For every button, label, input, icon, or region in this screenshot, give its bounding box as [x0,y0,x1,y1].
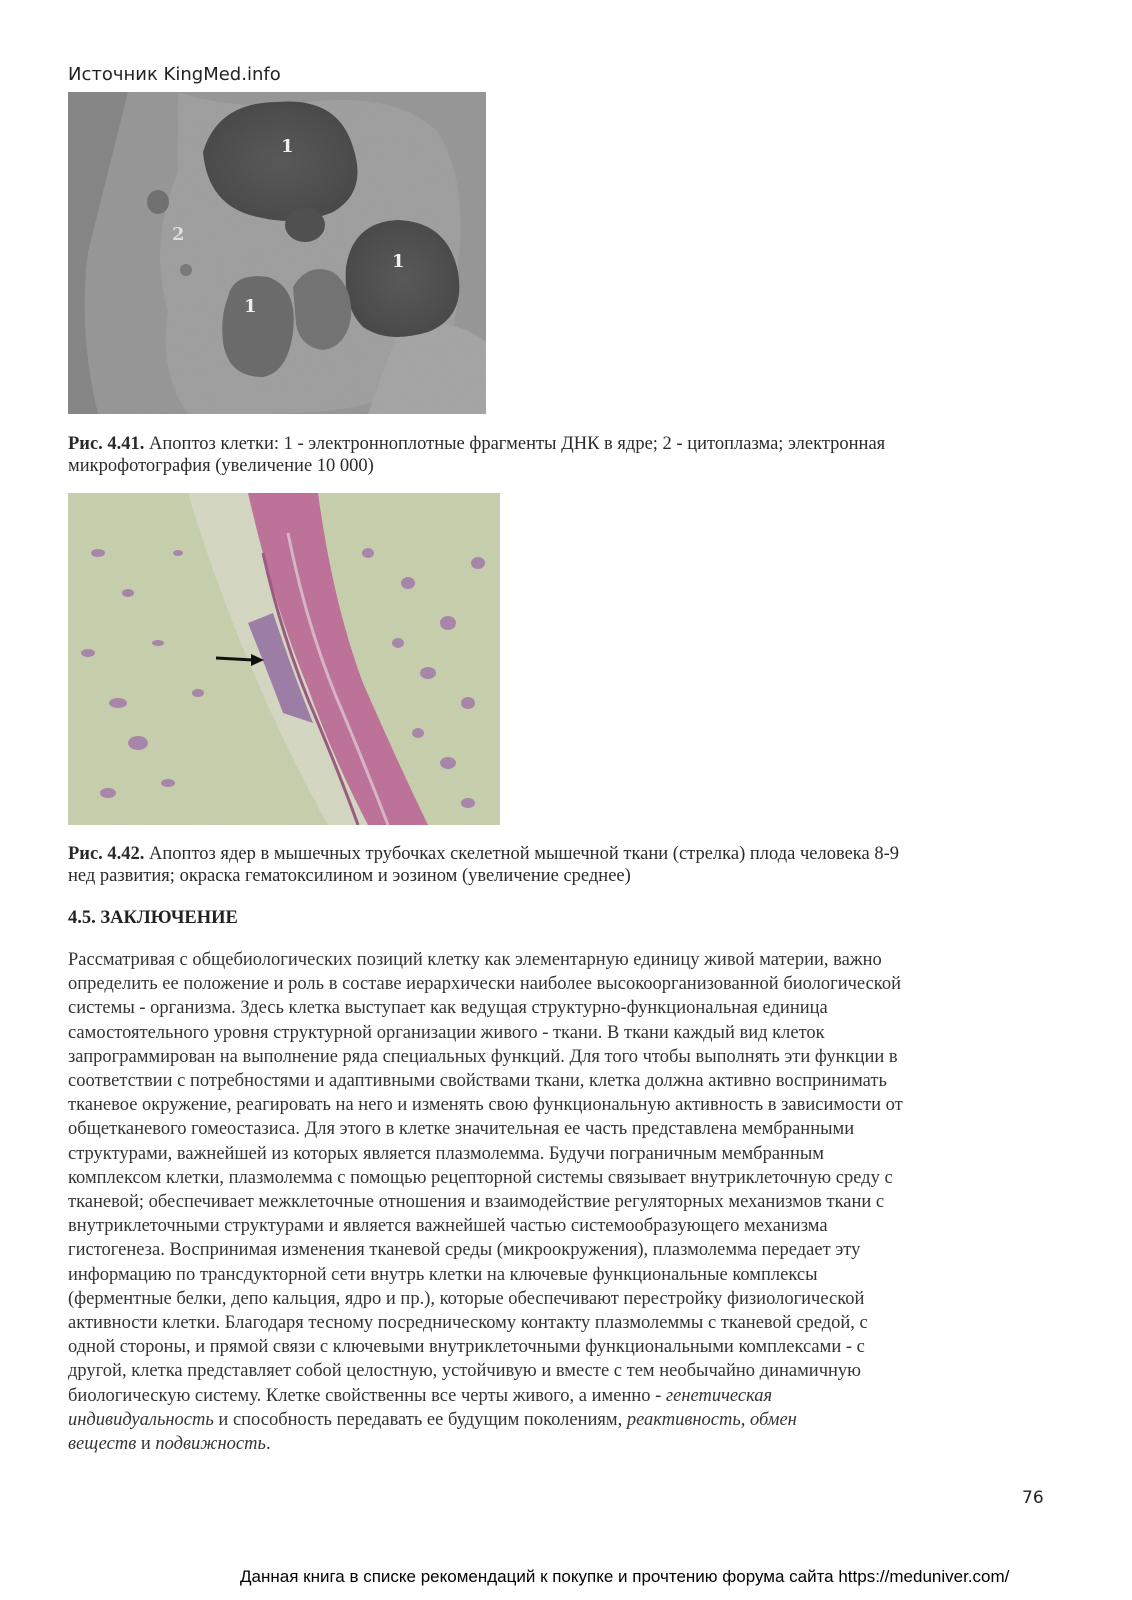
body-line: самостоятельного уровня структурной организации живого - ткани. В ткани каждый вид клеток [68,1022,825,1043]
caption-number: Рис. 4.42. [68,844,145,864]
body-text: биологическую систему. Клетке свойственны все черты живого, а именно - [68,1385,666,1406]
body-text: и способность передавать ее будущим поколениям, [213,1409,627,1430]
figure1-label-nucleus-right: 1 [392,251,405,272]
caption-text: Апоптоз клетки: 1 - электронноплотные фрагменты ДНК в ядре; 2 - цитоплазма; электронная [144,434,886,454]
body-line: комплексом клетки, плазмолемма с помощью рецепторной системы связывает внутриклеточную среду с [68,1167,893,1188]
body-line: общетканевого гомеостазиса. Для этого в клетке значительная ее часть представлена мембранными [68,1119,855,1140]
body-line: соответствии с потребностями и адаптивными свойствами ткани, клетка должна активно воспринимать [68,1071,887,1092]
body-text: . [265,1434,271,1455]
caption-text: Апоптоз ядер в мышечных трубочках скелетной мышечной ткани (стрелка) плода человека 8-9 [144,844,900,864]
figure1-label-nucleus-top: 1 [281,136,294,157]
body-line: определить ее положение и роль в составе иерархически наиболее высокоорганизованной биологической [68,974,901,995]
body-line: внутриклеточными структурами и является важнейшей частью системообразующего механизма [68,1216,828,1237]
body-italic-term: реактивность, обмен [626,1409,797,1430]
body-line: Рассматривая с общебиологических позиций клетку как элементарную единицу живой материи, важно [68,950,882,970]
figure-4-42-histology [68,493,500,825]
body-line: тканевой; обеспечивает межклеточные отношения и взаимодействие регуляторных механизмов ткани с [68,1192,885,1213]
body-line: другой, клетка представляет собой целостную, устойчивую и вместе с тем необычайно динамичную [68,1361,861,1382]
figure1-label-nucleus-left: 1 [244,296,257,317]
body-line: гистогенеза. Воспринимая изменения тканевой среды (микроокружения), плазмолемма передает эту [68,1240,861,1261]
section-heading: 4.5. ЗАКЛЮЧЕНИЕ [68,908,238,928]
caption-text: микрофотография (увеличение 10 000) [68,456,374,476]
body-line: одной стороны, и прямой связи с ключевыми внутриклеточными функциональными комплексами - с [68,1337,865,1358]
body-line: системы - организма. Здесь клетка выступает как ведущая структурно-функциональная единица [68,998,828,1019]
body-line: запрограммирован на выполнение ряда специальных функций. Для того чтобы выполнять эти функции в [68,1046,898,1067]
caption-text: нед развития; окраска гематоксилином и эозином (увеличение среднее) [68,866,631,886]
body-line: структурами, важнейшей из которых является плазмолемма. Будучи пограничным мембранным [68,1143,824,1164]
body-line [68,1432,1068,1456]
page-number: 76 [1022,1488,1044,1508]
source-header: Источник KingMed.info [68,64,281,85]
body-paragraph [68,948,1068,1456]
figure-4-41-micrograph [68,92,486,414]
body-italic-term: веществ [68,1434,137,1455]
body-italic-term: подвижность [155,1434,266,1455]
caption-number: Рис. 4.41. [68,434,145,454]
body-italic-term: индивидуальность [68,1409,214,1430]
body-line: активности клетки. Благодаря тесному посредническому контакту плазмолеммы с тканевой средой, с [68,1313,868,1334]
body-text: и [136,1434,156,1455]
body-line [68,1408,1068,1432]
footer-notice: Данная книга в списке рекомендаций к покупке и прочтению форума сайта https://meduniver.com/ [240,1567,1010,1586]
body-line: (ферментные белки, депо кальция, ядро и пр.), которые обеспечивают перестройку физиологической [68,1288,865,1309]
figure-4-41-caption [68,433,1068,477]
figure-4-42-caption [68,843,1068,887]
figure1-label-cytoplasm: 2 [172,224,185,245]
body-line [68,1384,1068,1408]
body-line: тканевое окружение, реагировать на него и изменять свою функциональную активность в зависимости от [68,1095,903,1116]
body-italic-term: генетическая [665,1385,773,1406]
body-line: информацию по трансдукторной сети внутрь клетки на ключевые функциональные комплексы [68,1264,818,1285]
